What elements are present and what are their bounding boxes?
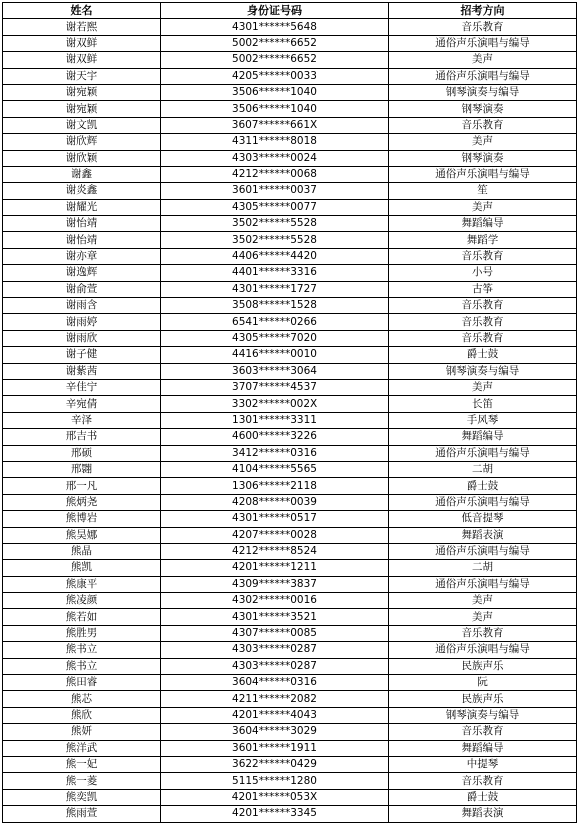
cell-id: 4205******0033 — [161, 68, 389, 84]
cell-name: 谢鑫 — [3, 166, 161, 182]
cell-name: 熊一菱 — [3, 773, 161, 789]
cell-name: 熊雨萱 — [3, 806, 161, 822]
cell-id: 3502******5528 — [161, 216, 389, 232]
table-row — [3, 150, 577, 166]
table-row — [3, 183, 577, 199]
cell-id: 3506******1040 — [161, 101, 389, 117]
table-row — [3, 740, 577, 756]
cell-direction: 美声 — [389, 379, 577, 395]
cell-name: 熊妍 — [3, 724, 161, 740]
cell-id: 3601******0037 — [161, 183, 389, 199]
cell-name: 邢硕 — [3, 445, 161, 461]
cell-id: 4303******0287 — [161, 642, 389, 658]
cell-direction: 长笛 — [389, 396, 577, 412]
cell-name: 谢逸辉 — [3, 265, 161, 281]
cell-direction: 通俗声乐演唱与编导 — [389, 576, 577, 592]
table-row — [3, 330, 577, 346]
cell-id: 4311******8018 — [161, 134, 389, 150]
cell-name: 邢吉书 — [3, 429, 161, 445]
table-row — [3, 773, 577, 789]
cell-name: 邢翾 — [3, 461, 161, 477]
cell-id: 4401******3316 — [161, 265, 389, 281]
cell-direction: 舞蹈表演 — [389, 527, 577, 543]
cell-name: 熊康平 — [3, 576, 161, 592]
cell-id: 5002******6652 — [161, 35, 389, 51]
cell-name: 谢宛颖 — [3, 84, 161, 100]
cell-id: 3502******5528 — [161, 232, 389, 248]
table-row — [3, 199, 577, 215]
table-row — [3, 658, 577, 674]
cell-direction: 通俗声乐演唱与编导 — [389, 445, 577, 461]
table-row — [3, 314, 577, 330]
header-direction: 招考方向 — [389, 3, 577, 19]
table-row — [3, 789, 577, 805]
cell-direction: 美声 — [389, 593, 577, 609]
cell-direction: 二胡 — [389, 560, 577, 576]
cell-id: 4305******0077 — [161, 199, 389, 215]
table-row — [3, 593, 577, 609]
table-row — [3, 35, 577, 51]
cell-direction: 笙 — [389, 183, 577, 199]
cell-direction: 钢琴演奏 — [389, 150, 577, 166]
table-row — [3, 724, 577, 740]
cell-direction: 音乐教育 — [389, 314, 577, 330]
cell-name: 谢怡靖 — [3, 216, 161, 232]
cell-direction: 爵士鼓 — [389, 478, 577, 494]
cell-name: 熊博岩 — [3, 511, 161, 527]
table-row — [3, 117, 577, 133]
table-row — [3, 281, 577, 297]
cell-id: 4406******4420 — [161, 248, 389, 264]
table-row — [3, 379, 577, 395]
table-row — [3, 265, 577, 281]
cell-id: 4201******1211 — [161, 560, 389, 576]
table-row — [3, 347, 577, 363]
cell-id: 4302******0016 — [161, 593, 389, 609]
cell-direction: 钢琴演奏 — [389, 101, 577, 117]
table-row — [3, 576, 577, 592]
cell-id: 3601******1911 — [161, 740, 389, 756]
cell-name: 熊书立 — [3, 658, 161, 674]
cell-name: 邢一凡 — [3, 478, 161, 494]
cell-direction: 钢琴演奏与编导 — [389, 707, 577, 723]
cell-name: 熊奕凯 — [3, 789, 161, 805]
cell-id: 3508******1528 — [161, 298, 389, 314]
cell-direction: 小号 — [389, 265, 577, 281]
cell-name: 熊洋武 — [3, 740, 161, 756]
table-row — [3, 675, 577, 691]
table-row — [3, 461, 577, 477]
table-row — [3, 52, 577, 68]
cell-id: 3604******0316 — [161, 675, 389, 691]
cell-name: 熊若如 — [3, 609, 161, 625]
cell-name: 谢怡靖 — [3, 232, 161, 248]
cell-direction: 美声 — [389, 609, 577, 625]
cell-direction: 音乐教育 — [389, 117, 577, 133]
table-row — [3, 84, 577, 100]
cell-direction: 音乐教育 — [389, 19, 577, 35]
table-row — [3, 134, 577, 150]
cell-name: 谢俞萱 — [3, 281, 161, 297]
cell-name: 谢耀光 — [3, 199, 161, 215]
cell-direction: 阮 — [389, 675, 577, 691]
cell-id: 4301******5648 — [161, 19, 389, 35]
table-row — [3, 412, 577, 428]
cell-name: 谢雨含 — [3, 298, 161, 314]
cell-name: 熊昊娜 — [3, 527, 161, 543]
cell-name: 熊欣 — [3, 707, 161, 723]
cell-id: 3506******1040 — [161, 84, 389, 100]
cell-id: 4208******0039 — [161, 494, 389, 510]
cell-id: 4301******1727 — [161, 281, 389, 297]
cell-direction: 舞蹈编导 — [389, 740, 577, 756]
cell-direction: 爵士鼓 — [389, 789, 577, 805]
cell-id: 4212******8524 — [161, 543, 389, 559]
cell-name: 熊凯 — [3, 560, 161, 576]
cell-direction: 舞蹈表演 — [389, 806, 577, 822]
table-row — [3, 756, 577, 772]
cell-name: 熊凌颜 — [3, 593, 161, 609]
cell-name: 谢双鲜 — [3, 35, 161, 51]
cell-name: 谢亦章 — [3, 248, 161, 264]
cell-id: 1306******2118 — [161, 478, 389, 494]
table-row — [3, 642, 577, 658]
cell-name: 谢文凯 — [3, 117, 161, 133]
table-row — [3, 527, 577, 543]
cell-name: 谢炎鑫 — [3, 183, 161, 199]
cell-id: 4201******053X — [161, 789, 389, 805]
cell-id: 4301******3521 — [161, 609, 389, 625]
cell-id: 4301******0517 — [161, 511, 389, 527]
cell-id: 4303******0287 — [161, 658, 389, 674]
cell-direction: 通俗声乐演唱与编导 — [389, 166, 577, 182]
cell-name: 谢天宇 — [3, 68, 161, 84]
cell-name: 谢雨欣 — [3, 330, 161, 346]
cell-name: 熊一妃 — [3, 756, 161, 772]
table-row — [3, 216, 577, 232]
cell-id: 3622******0429 — [161, 756, 389, 772]
cell-name: 谢双鲜 — [3, 52, 161, 68]
table-row — [3, 68, 577, 84]
cell-direction: 二胡 — [389, 461, 577, 477]
table-row — [3, 232, 577, 248]
cell-direction: 通俗声乐演唱与编导 — [389, 642, 577, 658]
header-row — [3, 3, 577, 19]
table-row — [3, 609, 577, 625]
cell-name: 谢欣辉 — [3, 134, 161, 150]
cell-name: 谢若熙 — [3, 19, 161, 35]
cell-direction: 通俗声乐演唱与编导 — [389, 494, 577, 510]
cell-direction: 通俗声乐演唱与编导 — [389, 35, 577, 51]
cell-direction: 音乐教育 — [389, 625, 577, 641]
cell-direction: 古筝 — [389, 281, 577, 297]
table-row — [3, 511, 577, 527]
cell-name: 谢宛颖 — [3, 101, 161, 117]
cell-id: 3607******661X — [161, 117, 389, 133]
cell-id: 1301******3311 — [161, 412, 389, 428]
cell-direction: 民族声乐 — [389, 658, 577, 674]
cell-direction: 手风琴 — [389, 412, 577, 428]
cell-id: 4309******3837 — [161, 576, 389, 592]
cell-direction: 音乐教育 — [389, 724, 577, 740]
cell-id: 4600******3226 — [161, 429, 389, 445]
cell-id: 3302******002X — [161, 396, 389, 412]
cell-direction: 音乐教育 — [389, 330, 577, 346]
cell-direction: 美声 — [389, 52, 577, 68]
table-row — [3, 494, 577, 510]
cell-id: 3604******3029 — [161, 724, 389, 740]
table-row — [3, 691, 577, 707]
cell-direction: 舞蹈学 — [389, 232, 577, 248]
table-row — [3, 560, 577, 576]
cell-name: 熊炳尧 — [3, 494, 161, 510]
cell-name: 辛佳宁 — [3, 379, 161, 395]
cell-id: 3707******4537 — [161, 379, 389, 395]
cell-direction: 钢琴演奏与编导 — [389, 363, 577, 379]
cell-direction: 通俗声乐演唱与编导 — [389, 68, 577, 84]
cell-id: 4201******4043 — [161, 707, 389, 723]
table-row — [3, 19, 577, 35]
cell-name: 熊胜男 — [3, 625, 161, 641]
cell-id: 4416******0010 — [161, 347, 389, 363]
cell-direction: 通俗声乐演唱与编导 — [389, 543, 577, 559]
cell-name: 熊田睿 — [3, 675, 161, 691]
table-row — [3, 478, 577, 494]
table-row — [3, 298, 577, 314]
cell-direction: 钢琴演奏与编导 — [389, 84, 577, 100]
table-row — [3, 806, 577, 822]
cell-id: 6541******0266 — [161, 314, 389, 330]
cell-id: 4303******0024 — [161, 150, 389, 166]
cell-name: 熊书立 — [3, 642, 161, 658]
cell-name: 熊芯 — [3, 691, 161, 707]
cell-name: 谢子健 — [3, 347, 161, 363]
table-row — [3, 101, 577, 117]
cell-name: 谢雨婷 — [3, 314, 161, 330]
cell-name: 熊晶 — [3, 543, 161, 559]
table-row — [3, 543, 577, 559]
cell-direction: 舞蹈编导 — [389, 216, 577, 232]
cell-id: 3412******0316 — [161, 445, 389, 461]
cell-name: 辛宛倩 — [3, 396, 161, 412]
cell-name: 辛泽 — [3, 412, 161, 428]
cell-id: 4305******7020 — [161, 330, 389, 346]
cell-direction: 美声 — [389, 134, 577, 150]
cell-direction: 音乐教育 — [389, 773, 577, 789]
header-id: 身份证号码 — [161, 3, 389, 19]
table-row — [3, 248, 577, 264]
cell-id: 4211******2082 — [161, 691, 389, 707]
table-row — [3, 429, 577, 445]
cell-name: 谢欣颖 — [3, 150, 161, 166]
cell-direction: 民族声乐 — [389, 691, 577, 707]
table-row — [3, 625, 577, 641]
cell-direction: 音乐教育 — [389, 298, 577, 314]
cell-direction: 舞蹈编导 — [389, 429, 577, 445]
table-row — [3, 166, 577, 182]
table-row — [3, 707, 577, 723]
cell-id: 5115******1280 — [161, 773, 389, 789]
table-row — [3, 445, 577, 461]
candidate-table — [2, 2, 577, 823]
cell-direction: 美声 — [389, 199, 577, 215]
table-row — [3, 396, 577, 412]
cell-id: 4212******0068 — [161, 166, 389, 182]
cell-direction: 低音提琴 — [389, 511, 577, 527]
cell-id: 3603******3064 — [161, 363, 389, 379]
cell-direction: 中提琴 — [389, 756, 577, 772]
cell-direction: 爵士鼓 — [389, 347, 577, 363]
cell-name: 谢紫茜 — [3, 363, 161, 379]
cell-id: 4207******0028 — [161, 527, 389, 543]
cell-id: 4307******0085 — [161, 625, 389, 641]
cell-id: 5002******6652 — [161, 52, 389, 68]
table-row — [3, 363, 577, 379]
cell-id: 4201******3345 — [161, 806, 389, 822]
header-name: 姓名 — [3, 3, 161, 19]
cell-id: 4104******5565 — [161, 461, 389, 477]
cell-direction: 音乐教育 — [389, 248, 577, 264]
